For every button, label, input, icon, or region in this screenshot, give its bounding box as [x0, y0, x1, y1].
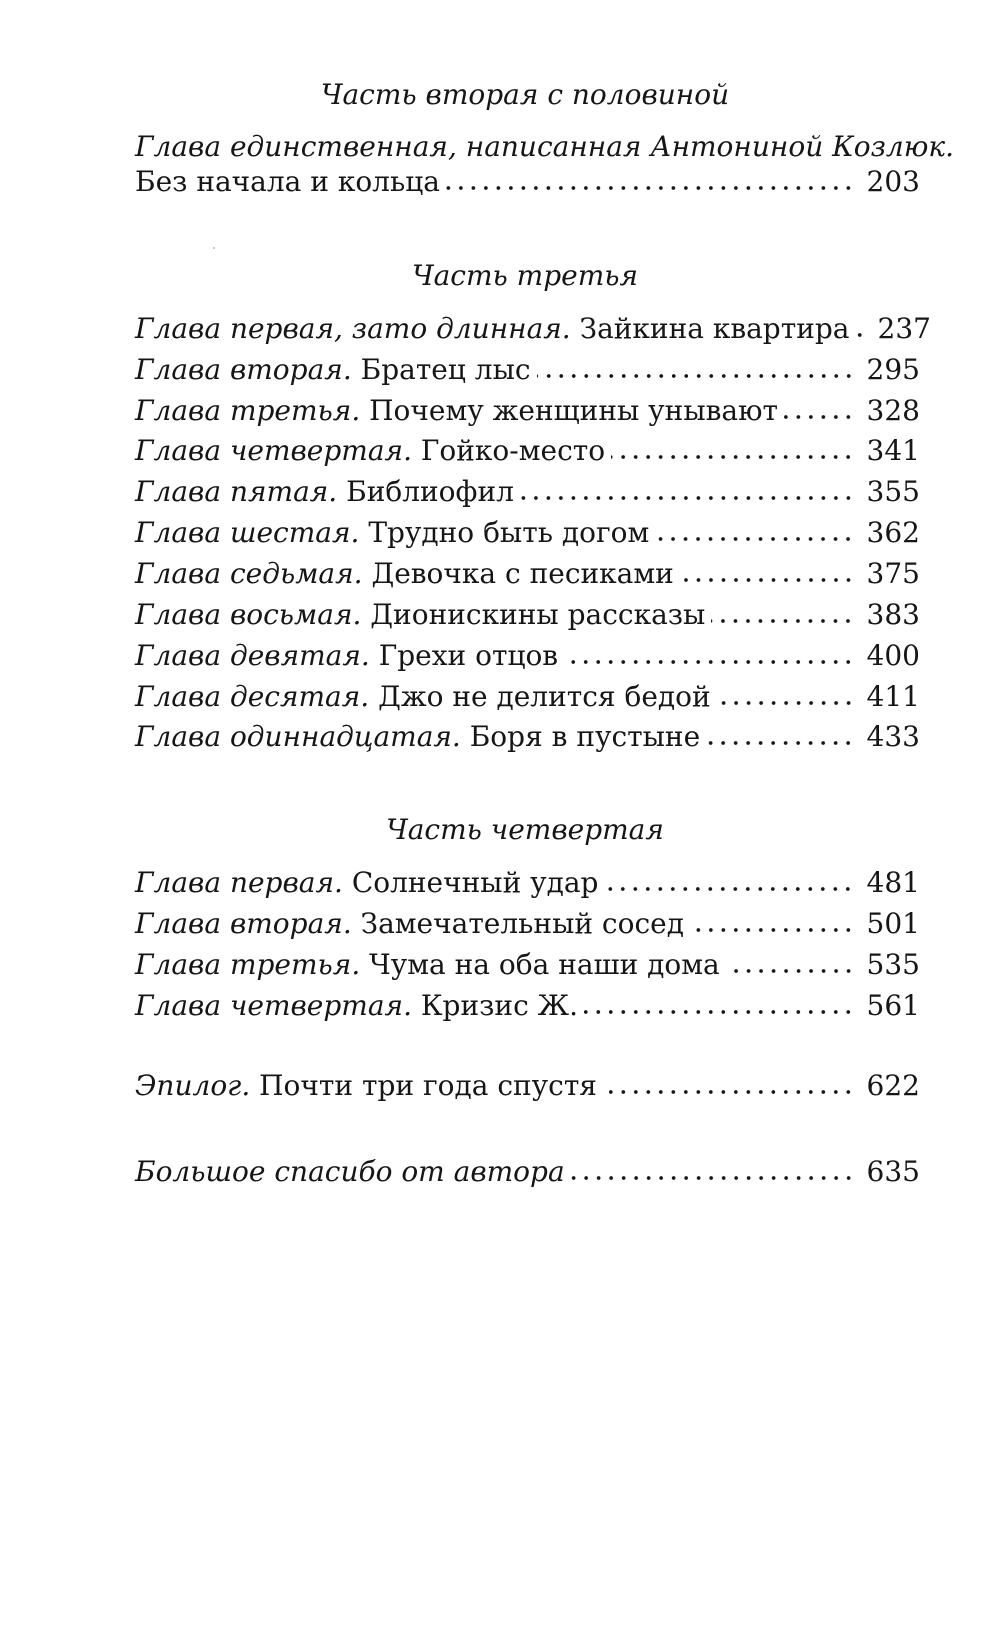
dot-leader — [520, 495, 855, 501]
entry-label: Глава третья. — [135, 948, 361, 981]
page-number: 203 — [866, 165, 920, 198]
toc-entry — [135, 904, 920, 944]
epilogue-entry — [135, 1066, 920, 1106]
page-number: 383 — [866, 598, 920, 631]
entry-label: Глава четвертая. — [135, 434, 412, 467]
toc-entry — [135, 595, 920, 635]
dot-leader — [856, 332, 866, 338]
part-title: Часть вторая с половиной — [320, 78, 730, 111]
dot-leader — [711, 618, 854, 624]
dot-leader — [611, 454, 854, 460]
entry-title: Чума на оба наши дома — [369, 948, 720, 981]
entry-title: Трудно быть догом — [368, 516, 650, 549]
dot-leader — [706, 740, 854, 746]
page-number: 561 — [866, 989, 920, 1022]
page-number: 535 — [866, 948, 920, 981]
entry-title: Дионискины рассказы — [370, 598, 706, 631]
entry-title: Грехи отцов — [378, 639, 559, 672]
entry-label: Глава седьмая. — [135, 557, 363, 590]
thanks-entry — [135, 1152, 920, 1192]
dot-leader — [604, 886, 854, 892]
print-speck — [213, 247, 215, 249]
entry-title: Почти три года спустя — [259, 1069, 597, 1102]
page-number: 501 — [866, 907, 920, 940]
toc-entry — [135, 986, 920, 1026]
dot-leader — [717, 700, 855, 706]
entry-title: Боря в пустыне — [469, 720, 701, 753]
dot-leader — [564, 659, 854, 665]
dot-leader — [571, 1175, 855, 1181]
part-title: Часть третья — [411, 259, 639, 292]
entry-label: Глава первая, зато длинная. — [135, 312, 571, 345]
page-number: 411 — [866, 680, 920, 713]
toc-entry — [135, 636, 920, 676]
toc-entry — [135, 863, 920, 903]
entry-title: Девочка с песиками — [371, 557, 674, 590]
entry-label: Глава первая. — [135, 866, 343, 899]
entry-title: Библиофил — [346, 475, 514, 508]
dot-leader — [584, 1009, 855, 1015]
dot-leader — [603, 1089, 855, 1095]
page-number: 622 — [866, 1069, 920, 1102]
toc-entry — [135, 945, 920, 985]
toc-entry — [135, 391, 920, 431]
dot-leader — [784, 414, 855, 420]
entry-label: Глава одиннадцатая. — [135, 720, 461, 753]
entry-label: Глава восьмая. — [135, 598, 362, 631]
page-number: 635 — [866, 1155, 920, 1188]
dot-leader — [446, 185, 855, 191]
page-number: 341 — [866, 434, 920, 467]
toc-entry — [135, 162, 920, 202]
toc-entry — [135, 309, 931, 349]
entry-title: Кризис Ж. — [420, 989, 579, 1022]
part-title: Часть четвертая — [386, 813, 664, 846]
entry-label: Глава четвертая. — [135, 989, 412, 1022]
page-number: 375 — [866, 557, 920, 590]
entry-label: Большое спасибо от автора — [135, 1155, 565, 1188]
entry-label: Глава шестая. — [135, 516, 360, 549]
entry-title: Солнечный удар — [351, 866, 599, 899]
entry-label: Глава третья. — [135, 394, 361, 427]
toc-entry — [135, 472, 920, 512]
entry-label: Эпилог. — [135, 1069, 251, 1102]
entry-label: Глава десятая. — [135, 680, 370, 713]
dot-leader — [680, 577, 855, 583]
entry-title: Замечательный сосед — [360, 907, 684, 940]
page-number: 237 — [877, 312, 931, 345]
page-number: 481 — [866, 866, 920, 899]
toc-entry — [135, 513, 920, 553]
entry-title: Гойко-место — [420, 434, 606, 467]
toc-entry — [135, 350, 920, 390]
entry-title: Почему женщины унывают — [369, 394, 778, 427]
dot-leader — [726, 968, 855, 974]
page-number: 400 — [866, 639, 920, 672]
toc-entry — [135, 677, 920, 717]
entry-label: Глава вторая. — [135, 353, 352, 386]
entry-label: Глава вторая. — [135, 907, 352, 940]
page-number: 295 — [866, 353, 920, 386]
page-number: 362 — [866, 516, 920, 549]
entry-label: Глава пятая. — [135, 475, 338, 508]
page-number: 355 — [866, 475, 920, 508]
toc-entry — [135, 431, 920, 471]
entry-title: Без начала и кольца — [135, 165, 440, 198]
entry-title: Джо не делится бедой — [378, 680, 711, 713]
toc-entry — [135, 554, 920, 594]
entry-label: Глава девятая. — [135, 639, 370, 672]
page-number: 328 — [866, 394, 920, 427]
dot-leader — [537, 373, 855, 379]
dot-leader — [655, 536, 854, 542]
dot-leader — [690, 927, 855, 933]
chapter-lead-line: Глава единственная, написанная Антониной Козлюк. — [135, 130, 955, 163]
page-number: 433 — [866, 720, 920, 753]
toc-entry — [135, 717, 920, 757]
entry-title: Братец лыс — [360, 353, 531, 386]
entry-title: Зайкина квартира — [579, 312, 850, 345]
